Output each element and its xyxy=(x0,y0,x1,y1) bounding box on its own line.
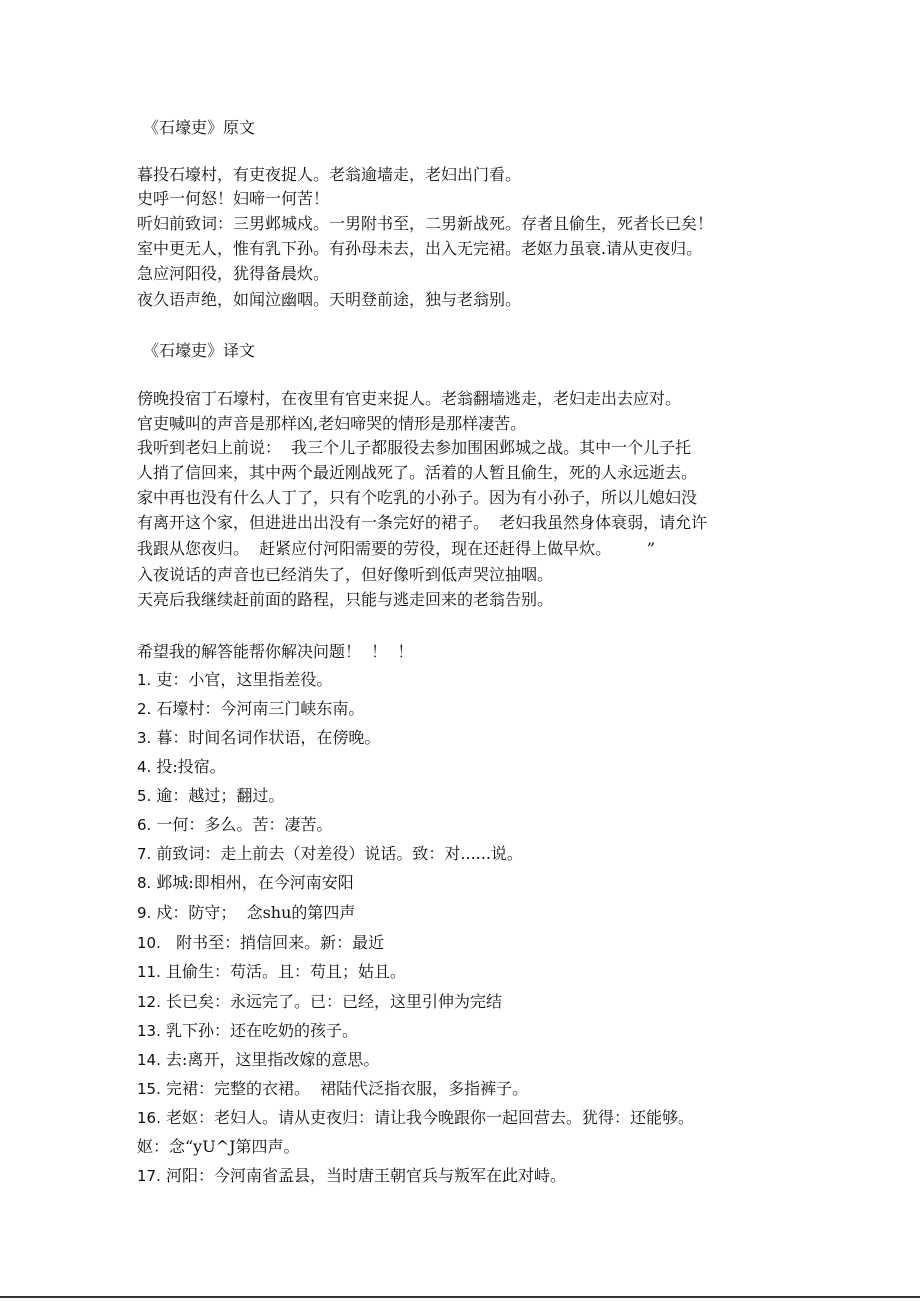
translation-line: 入夜说话的声音也已经消失了，但好像听到低声哭泣抽咽。 xyxy=(137,565,554,584)
note-number: 4. xyxy=(137,758,152,776)
note-item xyxy=(137,697,364,721)
note-number: 3. xyxy=(137,729,152,747)
note-item xyxy=(137,901,355,925)
note-text: 前致词：走上前去（对差役）说话。致：对......说。 xyxy=(151,844,523,863)
note-number: 2. xyxy=(137,700,152,718)
translation-line: 官吏喊叫的声音是那样凶,老妇啼哭的情形是那样凄苦。 xyxy=(137,414,527,433)
note-text: 戍：防守； 念shu的第四声 xyxy=(151,903,356,922)
note-text: 一何：多么。苦：凄苦。 xyxy=(151,815,333,834)
note-text: 河阳：今河南省孟县，当时唐王朝官兵与叛军在此对峙。 xyxy=(160,1166,566,1185)
note-text: 投:投宿。 xyxy=(151,757,226,776)
translation-line: 傍晚投宿丁石壕村，在夜里有官吏来捉人。老翁翻墙逃走，老妇走出去应对。 xyxy=(137,389,682,408)
original-line: 听妇前致词：三男邺城戍。一男附书至，二男新战死。存者且偷生，死者长已矣！ xyxy=(137,214,714,233)
note-item xyxy=(137,1077,528,1101)
note-text: 邺城:即相州，在今河南安阳 xyxy=(151,873,354,892)
note-text: 乳下孙：还在吃奶的孩子。 xyxy=(160,1021,358,1040)
note-number: 5. xyxy=(137,787,152,805)
note-text: 去:离开，这里指改嫁的意思。 xyxy=(160,1050,380,1069)
note-text: 附书至：捎信回来。新：最近 xyxy=(160,933,385,952)
note-item xyxy=(137,1164,566,1188)
note-text: 老妪：老妇人。请从吏夜归：请让我今晚跟你一起回营去。犹得：还能够。 xyxy=(160,1108,694,1127)
note-item xyxy=(137,1019,358,1043)
note-item xyxy=(137,1106,694,1130)
original-line: 史呼一何怒！妇啼一何苦！ xyxy=(137,189,330,208)
translation-title: 《石壕吏》译文 xyxy=(143,341,256,360)
translation-line: 我跟从您夜归。 赶紧应付河阳需要的劳役，现在还赶得上做早炊。 ” xyxy=(137,539,655,558)
note-item xyxy=(137,813,332,837)
note-item xyxy=(137,871,354,895)
translation-line: 天亮后我继续赶前面的路程，只能与逃走回来的老翁告别。 xyxy=(137,590,554,609)
note-item xyxy=(137,931,384,955)
note-text: 逾：越过；翻过。 xyxy=(151,786,285,805)
note-item xyxy=(137,726,380,750)
original-line: 夜久语声绝，如闻泣幽咽。天明登前途，独与老翁别。 xyxy=(137,290,522,309)
note-text: 长已矣：永远完了。已：已经，这里引伸为完结 xyxy=(160,992,502,1011)
note-number: 11. xyxy=(137,963,161,981)
hope-line: 希望我的解答能帮你解决问题！ ！ ！ xyxy=(137,642,414,661)
note-number: 6. xyxy=(137,816,152,834)
translation-line: 家中再也没有什么人丁了，只有个吃乳的小孙子。因为有小孙子，所以儿媳妇没 xyxy=(137,488,698,507)
note-item xyxy=(137,990,502,1014)
translation-line: 人捎了信回来，其中两个最近刚战死了。活着的人暂且偷生，死的人永远逝去。 xyxy=(137,463,698,482)
note-item xyxy=(137,1135,300,1159)
note-item xyxy=(137,668,332,692)
note-number: 10. xyxy=(137,934,161,952)
note-number: 16. xyxy=(137,1109,161,1127)
note-item xyxy=(137,755,226,779)
note-text: 石壕村：今河南三门峡东南。 xyxy=(151,699,365,718)
note-item xyxy=(137,784,284,808)
note-number: 9. xyxy=(137,904,152,922)
note-item xyxy=(137,960,406,984)
note-text: 暮：时间名词作状语，在傍晚。 xyxy=(151,728,381,747)
original-line: 急应河阳役，犹得备晨炊。 xyxy=(137,264,330,283)
note-number: 15. xyxy=(137,1080,161,1098)
note-number: 13. xyxy=(137,1022,161,1040)
bottom-divider xyxy=(0,1296,920,1298)
translation-line: 有离开这个家，但进进出出没有一条完好的裙子。 老妇我虽然身体衰弱，请允许 xyxy=(137,513,708,532)
note-number: 14. xyxy=(137,1051,161,1069)
note-number: 8. xyxy=(137,874,152,892)
note-number: 17. xyxy=(137,1167,161,1185)
note-text: 吏：小官，这里指差役。 xyxy=(151,670,333,689)
note-number: 12. xyxy=(137,993,161,1011)
note-text: 妪：念“yU^J第四声。 xyxy=(137,1137,300,1156)
note-item xyxy=(137,1048,379,1072)
note-text: 且偷生：苟活。且：苟且；姑且。 xyxy=(160,962,406,981)
note-number: 1. xyxy=(137,671,152,689)
note-text: 完裙：完整的衣裙。 裙陆代泛指衣服，多指裤子。 xyxy=(160,1079,529,1098)
original-line: 室中更无人，惟有乳下孙。有孙母未去，出入无完裙。老妪力虽衰.请从吏夜归。 xyxy=(137,239,703,258)
note-number: 7. xyxy=(137,845,152,863)
original-title: 《石壕吏》原文 xyxy=(143,118,256,137)
note-item xyxy=(137,842,523,866)
original-line: 暮投石壕村，有吏夜捉人。老翁逾墙走，老妇出门看。 xyxy=(137,165,522,184)
translation-line: 我听到老妇上前说： 我三个儿子都服役去参加围困邺城之战。其中一个儿子托 xyxy=(137,438,692,457)
